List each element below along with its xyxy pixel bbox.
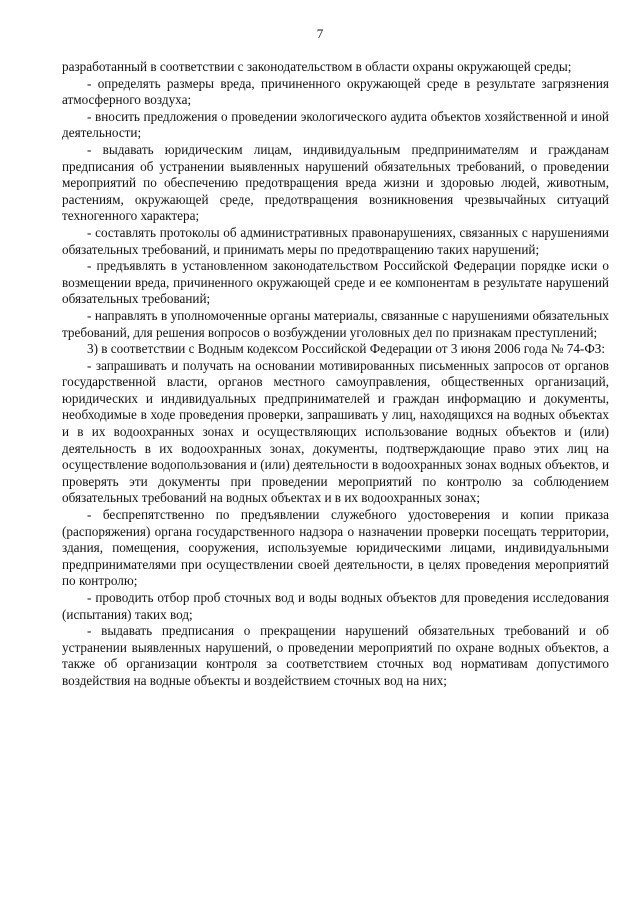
paragraph-sampling: - проводить отбор проб сточных вод и воды водных объектов для проведения исследования (испытания) таких вод; bbox=[62, 590, 609, 622]
paragraph-damage-assessment: - определять размеры вреда, причиненного окружающей среде в результате загрязнения атмосферного воздуха; bbox=[62, 75, 609, 108]
paragraph-site-visits: - беспрепятственно по предъявлении служебного удостоверения и копии приказа (распоряжения) органа государственного надзора о назначении проверки посещать территории, здания, помещения, сооружения, используемые юридическими лицами, индивидуальными предпринимателями при осуществлении своей деятельности, в целях проведения мероприятий по контролю; bbox=[62, 507, 609, 589]
paragraph-criminal-referrals: - направлять в уполномоченные органы материалы, связанные с нарушениями обязательных требований, для решения вопросов о возбуждении уголовных дел по признакам преступлений; bbox=[62, 307, 609, 340]
paragraph-document-requests: - запрашивать и получать на основании мотивированных письменных запросов от органов государственной власти, органов местного самоуправления, общественных организаций, юридических и индивидуальных предпринимателей и граждан информацию и документы, необходимые в ходе проведения проверки, запрашивать у лиц, находящихся на водных объектах и в их водоохранных зонах и осуществляющих использование водных объектов и (или) деятельность в их водоохранных зонах, документы, подтверждающие право этих лиц на осуществление водопользования и (или) деятельности в водоохранных зонах водных объектов, и проверять эти документы при проведении мероприятий по контролю за соблюдением обязательных требований на водных объектах и в их водоохранных зонах; bbox=[62, 357, 609, 506]
paragraph-protocols: - составлять протоколы об административных правонарушениях, связанных с нарушениями обязательных требований, и принимать меры по предотвращению таких нарушений; bbox=[62, 224, 609, 257]
paragraph-water-orders: - выдавать предписания о прекращении нарушений обязательных требований и об устранении выявленных нарушений, о проведении мероприятий по охране водных объектов, а также об организации контроля за соответствием сточных вод нормативам допустимого воздействия на водные объекты и воздействием сточных вод на них; bbox=[62, 623, 609, 688]
paragraph-eco-audit: - вносить предложения о проведении экологического аудита объектов хозяйственной и иной деятельности; bbox=[62, 108, 609, 141]
document-body bbox=[62, 59, 609, 690]
page-number: 7 bbox=[316, 26, 324, 41]
paragraph-lawsuits: - предъявлять в установленном законодательством Российской Федерации порядке иски о возмещении вреда, причиненного окружающей среде и ее компонентам в результате нарушений обязательных требований; bbox=[62, 258, 609, 307]
paragraph-continuation: разработанный в соответствии с законодательством в области охраны окружающей среды; bbox=[62, 59, 572, 74]
paragraph-water-code-heading: 3) в соответствии с Водным кодексом Российской Федерации от 3 июня 2006 года № 74-ФЗ: bbox=[87, 341, 606, 357]
paragraph-orders: - выдавать юридическим лицам, индивидуальным предпринимателям и гражданам предписания об устранении выявленных нарушений обязательных требований, о проведении мероприятий по обеспечению предотвращения вреда жизни и здоровью людей, животным, растениям, окружающей среде, предотвращения возникновения чрезвычайных ситуаций техногенного характера; bbox=[62, 141, 609, 224]
